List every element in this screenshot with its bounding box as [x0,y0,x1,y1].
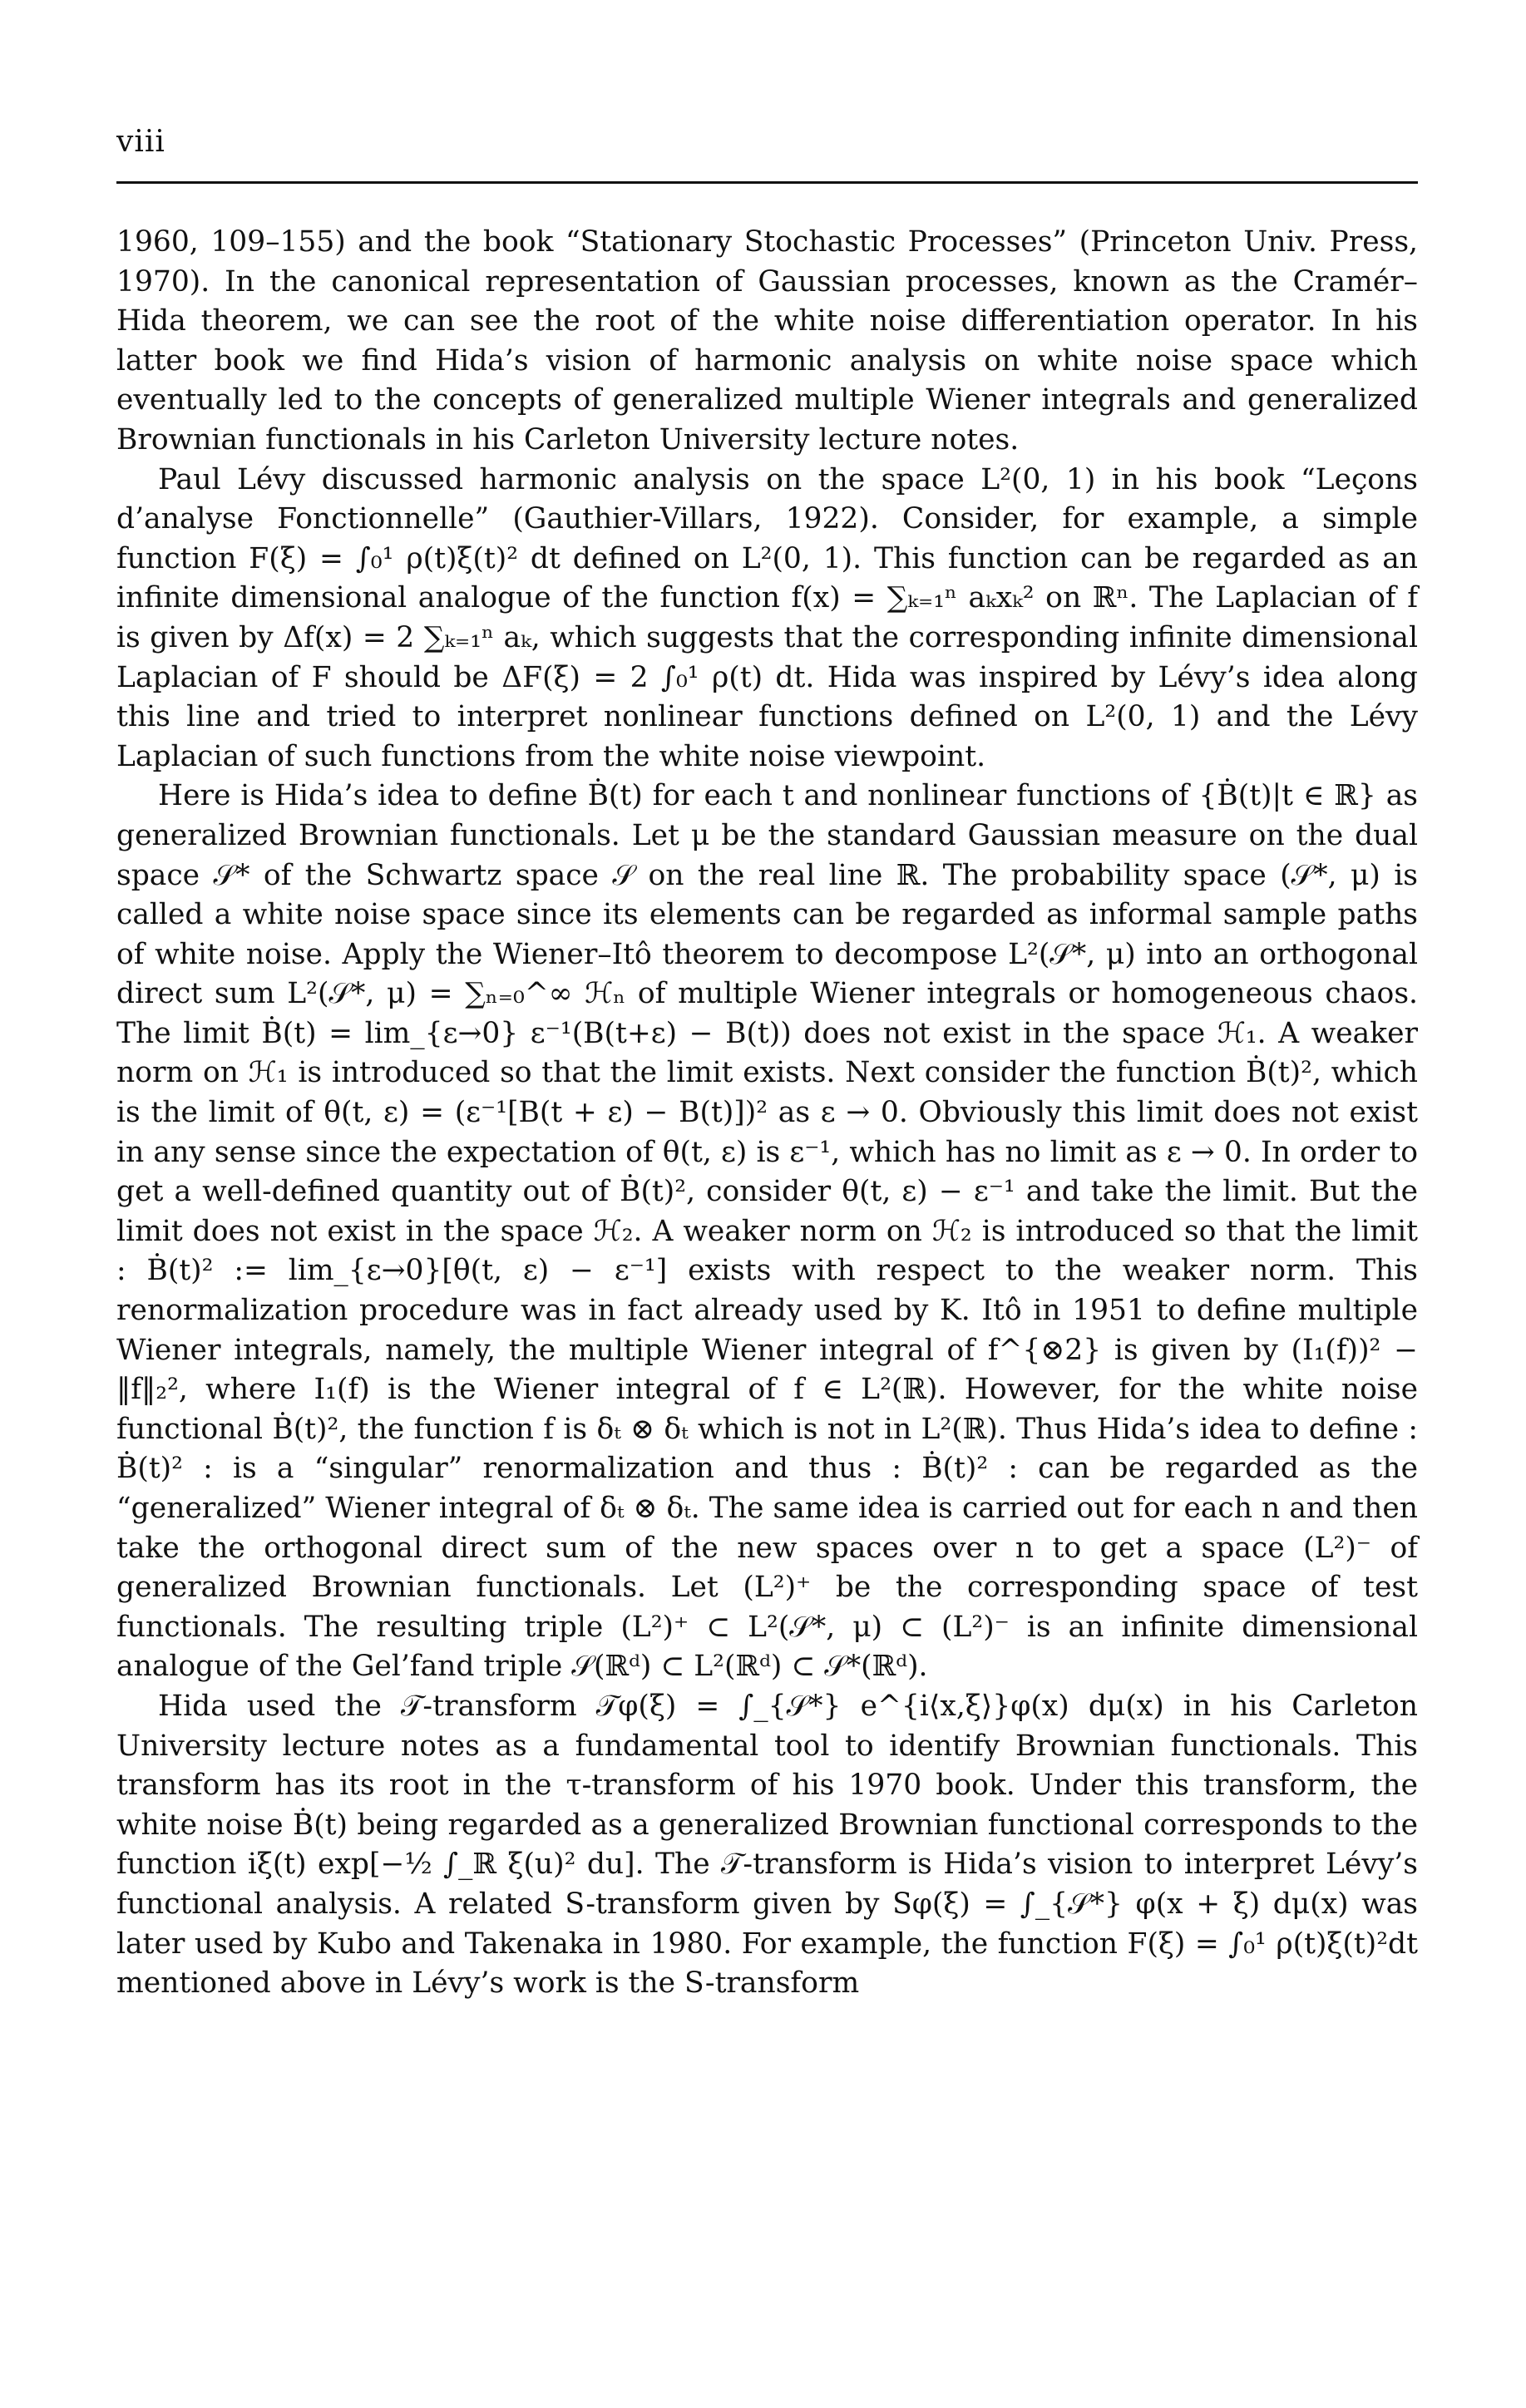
paragraph-3: Here is Hida’s idea to define Ḃ(t) for each t and nonlinear functions of {Ḃ(t)|t ∈ ℝ} as generalized Brownian functionals. Let μ be the standard Gaussian measure on the dual space 𝒮* of the Schwartz space 𝒮 on the real line ℝ. The probability space (𝒮*, μ) is called a white noise space since its elements can be regarded as informal sample paths of white noise. Apply the Wiener–Itô theorem to decompose L²(𝒮*, μ) into an orthogonal direct sum L²(𝒮*, μ) = ∑ₙ₌₀^∞ ℋₙ of multiple Wiener integrals or homogeneous chaos. The limit Ḃ(t) = lim_{ε→0} ε⁻¹(B(t+ε) − B(t)) does not exist in the space ℋ₁. A weaker norm on ℋ₁ is introduced so that the limit exists. Next consider the function Ḃ(t)², which is the limit of θ(t, ε) = (ε⁻¹[B(t + ε) − B(t)])² as ε → 0. Obviously this limit does not exist in any sense since the expectation of θ(t, ε) is ε⁻¹, which has no limit as ε → 0. In order to get a well-defined quantity out of Ḃ(t)², consider θ(t, ε) − ε⁻¹ and take the limit. But the limit does not exist in the space ℋ₂. A weaker norm on ℋ₂ is introduced so that the limit : Ḃ(t)² := lim_{ε→0}[θ(t, ε) − ε⁻¹] exists with respect to the weaker norm. This renormalization procedure was in fact already used by K. Itô in 1951 to define multiple Wiener integrals, namely, the multiple Wiener integral of f^{⊗2} is given by (I₁(f))² − ‖f‖₂², where I₁(f) is the Wiener integral of f ∈ L²(ℝ). However, for the white noise functional Ḃ(t)², the function f is δₜ ⊗ δₜ which is not in L²(ℝ). Thus Hida’s idea to define : Ḃ(t)² : is a “singular” renormalization and thus : Ḃ(t)² : can be regarded as the “generalized” Wiener integral of δₜ ⊗ δₜ. The same idea is carried out for each n and then take the orthogonal direct sum of the new spaces over n to get a space (L²)⁻ of generalized Brownian functionals. Let (L²)⁺ be the corresponding space of test functionals. The resulting triple (L²)⁺ ⊂ L²(𝒮*, μ) ⊂ (L²)⁻ is an infinite dimensional analogue of the Gel’fand triple 𝒮(ℝᵈ) ⊂ L²(ℝᵈ) ⊂ 𝒮*(ℝᵈ). [116,779,1418,1684]
paragraph-4: Hida used the 𝒯-transform 𝒯φ(ξ) = ∫_{𝒮*} e^{i⟨x,ξ⟩}φ(x) dμ(x) in his Carleton University lecture notes as a fundamental tool to identify Brownian functionals. This transform has its root in the τ-transform of his 1970 book. Under this transform, the white noise Ḃ(t) being regarded as a generalized Brownian functional corresponds to the function iξ(t) exp[−½ ∫_ℝ ξ(u)² du]. The 𝒯-transform is Hida’s vision to interpret Lévy’s functional analysis. A related S-transform given by Sφ(ξ) = ∫_{𝒮*} φ(x + ξ) dμ(x) was later used by Kubo and Takenaka in 1980. For example, the function F(ξ) = ∫₀¹ ρ(t)ξ(t)²dt mentioned above in Lévy’s work is the S-transform [116,1689,1418,2001]
body-text [116,223,1418,2004]
header-rule [116,181,1418,184]
paragraph-1: 1960, 109–155) and the book “Stationary Stochastic Processes” (Princeton Univ. Press, 1970). In the canonical representation of Gaussian processes, known as the Cramér–Hida theorem, we can see the root of the white noise differentiation operator. In his latter book we find Hida’s vision of harmonic analysis on white noise space which eventually led to the concepts of generalized multiple Wiener integrals and generalized Brownian functionals in his Carleton University lecture notes. [116,225,1418,456]
paragraph-2: Paul Lévy discussed harmonic analysis on the space L²(0, 1) in his book “Leçons d’analyse Fonctionnelle” (Gauthier-Villars, 1922). Consider, for example, a simple function F(ξ) = ∫₀¹ ρ(t)ξ(t)² dt defined on L²(0, 1). This function can be regarded as an infinite dimensional analogue of the function f(x) = ∑ₖ₌₁ⁿ aₖxₖ² on ℝⁿ. The Laplacian of f is given by Δf(x) = 2 ∑ₖ₌₁ⁿ aₖ, which suggests that the corresponding infinite dimensional Laplacian of F should be ΔF(ξ) = 2 ∫₀¹ ρ(t) dt. Hida was inspired by Lévy’s idea along this line and tried to interpret nonlinear functions defined on L²(0, 1) and the Lévy Laplacian of such functions from the white noise viewpoint. [116,462,1418,773]
running-head-page-number: viii [116,125,165,159]
